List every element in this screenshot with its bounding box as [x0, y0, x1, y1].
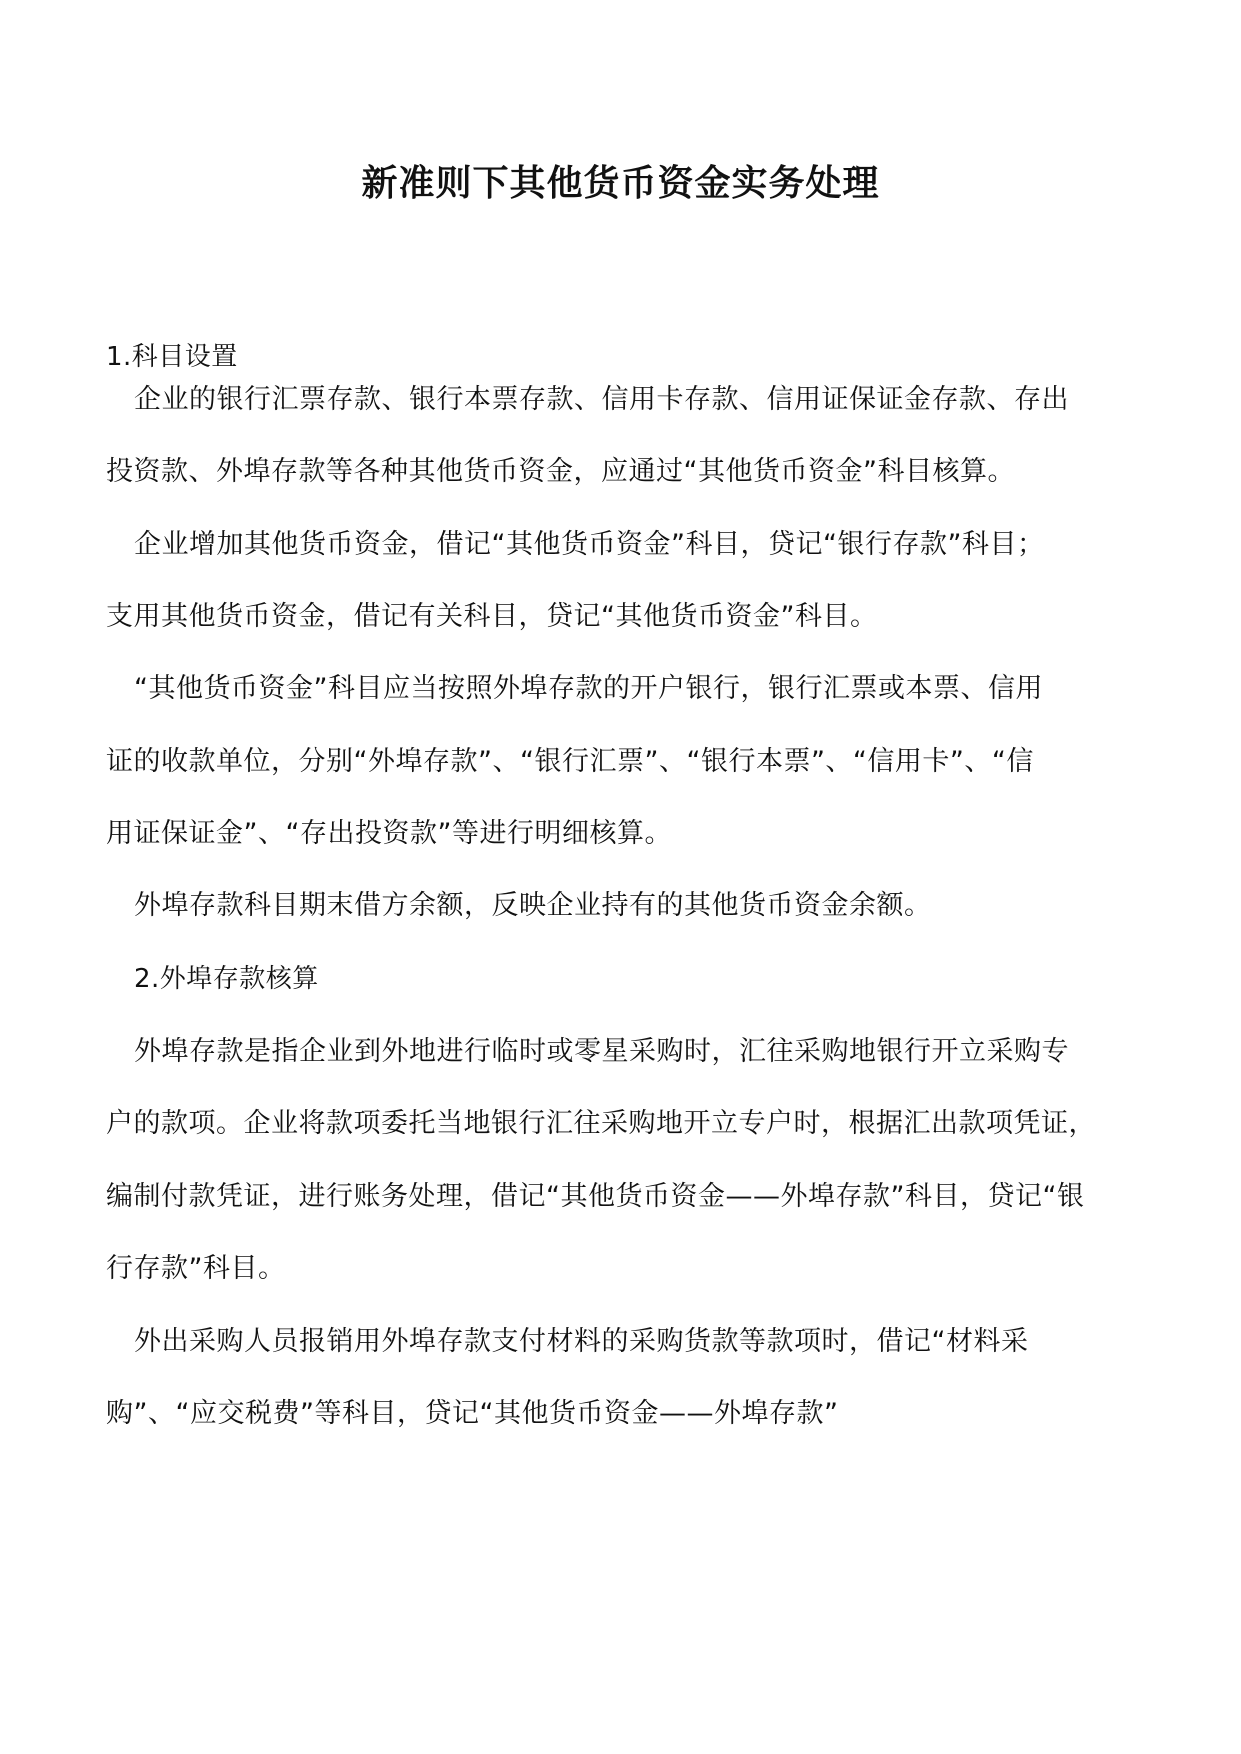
paragraph-line: 行存款”科目。: [106, 1253, 286, 1284]
section-heading-2: 2.外埠存款核算: [134, 964, 319, 994]
paragraph-line: 企业的银行汇票存款、银行本票存款、信用卡存款、信用证保证金存款、存出: [134, 384, 1069, 415]
paragraph-line: 编制付款凭证，进行账务处理，借记“其他货币资金——外埠存款”科目，贷记“银: [106, 1181, 1085, 1212]
paragraph-line: 支用其他货币资金，借记有关科目，贷记“其他货币资金”科目。: [106, 601, 878, 632]
paragraph-line: “其他货币资金”科目应当按照外埠存款的开户银行，银行汇票或本票、信用: [134, 673, 1043, 704]
document-title: 新准则下其他货币资金实务处理: [361, 162, 880, 204]
paragraph-line: 企业增加其他货币资金，借记“其他货币资金”科目，贷记“银行存款”科目；: [134, 529, 1045, 560]
paragraph-line: 投资款、外埠存款等各种其他货币资金，应通过“其他货币资金”科目核算。: [106, 456, 1015, 487]
paragraph-line: 户的款项。企业将款项委托当地银行汇往采购地开立专户时，根据汇出款项凭证，: [106, 1108, 1096, 1139]
paragraph-line: 证的收款单位，分别“外埠存款”、“银行汇票”、“银行本票”、“信用卡”、“信: [106, 746, 1034, 777]
paragraph-line: 外出采购人员报销用外埠存款支付材料的采购货款等款项时，借记“材料采: [134, 1326, 1029, 1357]
paragraph-line: 购”、“应交税费”等科目，贷记“其他货币资金——外埠存款”: [106, 1398, 839, 1429]
section-heading-1: 1.科目设置: [106, 342, 238, 372]
paragraph-line: 用证保证金”、“存出投资款”等进行明细核算。: [106, 818, 672, 849]
paragraph-line: 外埠存款是指企业到外地进行临时或零星采购时，汇往采购地银行开立采购专: [134, 1036, 1069, 1067]
paragraph-line: 外埠存款科目期末借方余额，反映企业持有的其他货币资金余额。: [134, 890, 932, 921]
